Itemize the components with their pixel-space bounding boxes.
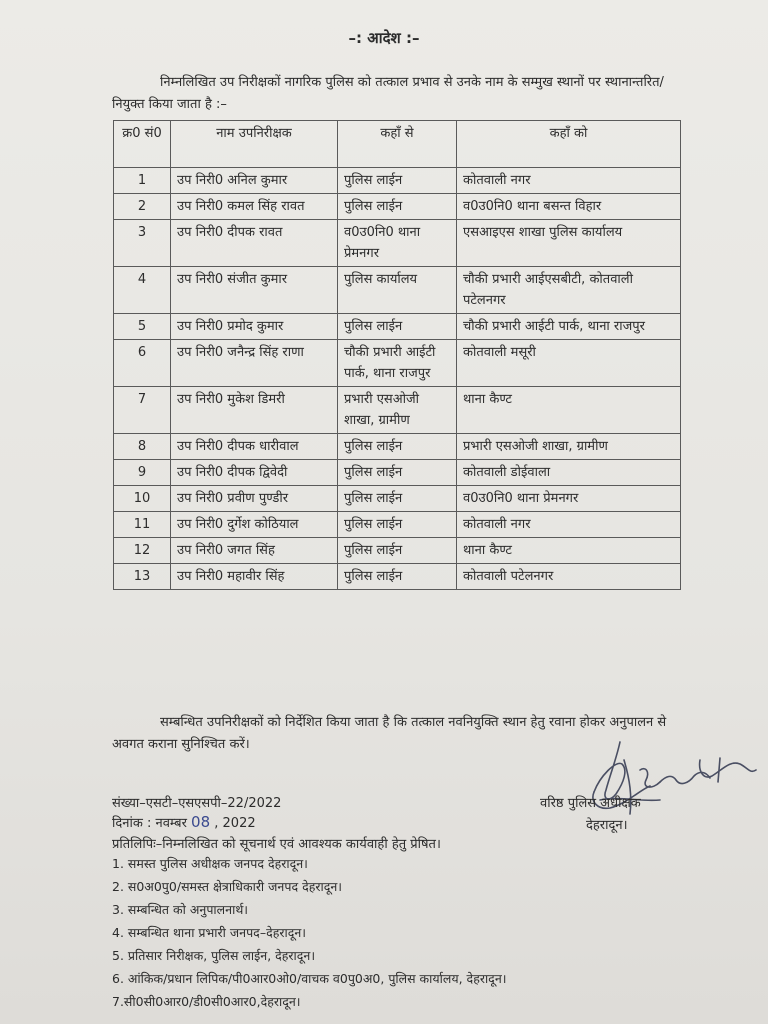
header-to: कहाँ को (457, 121, 681, 168)
cell-from: पुलिस लाईन (338, 512, 457, 538)
cell-to: थाना कैण्ट (457, 538, 681, 564)
table-row (114, 220, 681, 267)
cell-to: कोतवाली पटेलनगर (457, 564, 681, 590)
table-row (114, 434, 681, 460)
cell-to: कोतवाली नगर (457, 512, 681, 538)
cell-from: चौकी प्रभारी आईटी पार्क, थाना राजपुर (338, 340, 457, 387)
cell-name: उप निरी0 जनैन्द्र सिंह राणा (171, 340, 338, 387)
cell-name: उप निरी0 महावीर सिंह (171, 564, 338, 590)
header-name: नाम उपनिरीक्षक (171, 121, 338, 168)
cell-from: पुलिस कार्यालय (338, 267, 457, 314)
copy-list-item: 1. समस्त पुलिस अधीक्षक जनपद देहरादून। (112, 856, 308, 871)
table-row (114, 486, 681, 512)
cell-from: पुलिस लाईन (338, 564, 457, 590)
date-year: , 2022 (214, 816, 256, 831)
cell-serial: 1 (114, 168, 171, 194)
copy-list-item: 4. सम्बन्धित थाना प्रभारी जनपद–देहरादून। (112, 925, 307, 940)
date-prefix: दिनांक : नवम्बर (112, 816, 187, 831)
cell-name: उप निरी0 दीपक धारीवाल (171, 434, 338, 460)
cell-name: उप निरी0 कमल सिंह रावत (171, 194, 338, 220)
table-row (114, 538, 681, 564)
cell-serial: 6 (114, 340, 171, 387)
header-from: कहाँ से (338, 121, 457, 168)
cell-from: पुलिस लाईन (338, 538, 457, 564)
cell-to: चौकी प्रभारी आईएसबीटी, कोतवाली पटेलनगर (457, 267, 681, 314)
cell-to: व0उ0नि0 थाना प्रेमनगर (457, 486, 681, 512)
table-row (114, 168, 681, 194)
copy-list-item: 2. स0अ0पु0/समस्त क्षेत्राधिकारी जनपद देहरादून। (112, 879, 343, 894)
cell-name: उप निरी0 दुर्गेश कोठियाल (171, 512, 338, 538)
cell-serial: 9 (114, 460, 171, 486)
cell-to: प्रभारी एसओजी शाखा, ग्रामीण (457, 434, 681, 460)
cell-to: थाना कैण्ट (457, 387, 681, 434)
cell-from: पुलिस लाईन (338, 168, 457, 194)
cell-name: उप निरी0 संजीत कुमार (171, 267, 338, 314)
cell-from: पुलिस लाईन (338, 194, 457, 220)
cell-to: कोतवाली मसूरी (457, 340, 681, 387)
cell-name: उप निरी0 प्रवीण पुण्डीर (171, 486, 338, 512)
copy-list-item: 5. प्रतिसार निरीक्षक, पुलिस लाईन, देहरादून। (112, 948, 316, 963)
date-line (112, 813, 256, 831)
table-row (114, 564, 681, 590)
cell-serial: 2 (114, 194, 171, 220)
cell-serial: 10 (114, 486, 171, 512)
copy-heading: प्रतिलिपिः–निम्नलिखित को सूचनार्थ एवं आवश्यक कार्यवाही हेतु प्रेषित। (112, 837, 441, 852)
table-header-row (114, 121, 681, 168)
cell-from: प्रभारी एसओजी शाखा, ग्रामीण (338, 387, 457, 434)
cell-to: कोतवाली नगर (457, 168, 681, 194)
cell-serial: 8 (114, 434, 171, 460)
table-row (114, 512, 681, 538)
table-row (114, 267, 681, 314)
cell-name: उप निरी0 दीपक द्विवेदी (171, 460, 338, 486)
cell-to: एसआइएस शाखा पुलिस कार्यालय (457, 220, 681, 267)
cell-name: उप निरी0 मुकेश डिमरी (171, 387, 338, 434)
table-row (114, 314, 681, 340)
closing-paragraph: सम्बन्धित उपनिरीक्षकों को निर्देशित किया जाता है कि तत्काल नवनियुक्ति स्थान हेतु रवाना होकर अनुपालन से अवगत कराना सुनिश्चित करें। (112, 715, 667, 752)
table-row (114, 340, 681, 387)
reference-number: संख्या–एसटी–एसएसपी–22/2022 (112, 796, 282, 811)
copy-list-item: 3. सम्बन्धित को अनुपालनार्थ। (112, 902, 249, 917)
cell-serial: 7 (114, 387, 171, 434)
copy-list-item: 6. आंकिक/प्रधान लिपिक/पी0आर0ओ0/वाचक व0पु0अ0, पुलिस कार्यालय, देहरादून। (112, 971, 507, 986)
cell-from: व0उ0नि0 थाना प्रेमनगर (338, 220, 457, 267)
copy-list-item: 7.सी0सी0आर0/डी0सी0आर0,देहरादून। (112, 994, 301, 1009)
date-day-handwritten: 08 (191, 813, 211, 831)
cell-name: उप निरी0 प्रमोद कुमार (171, 314, 338, 340)
table-row (114, 387, 681, 434)
table-row (114, 194, 681, 220)
cell-to: व0उ0नि0 थाना बसन्त विहार (457, 194, 681, 220)
cell-name: उप निरी0 जगत सिंह (171, 538, 338, 564)
cell-serial: 12 (114, 538, 171, 564)
cell-serial: 13 (114, 564, 171, 590)
table-body (114, 168, 681, 590)
intro-paragraph: निम्नलिखित उप निरीक्षकों नागरिक पुलिस को तत्काल प्रभाव से उनके नाम के सम्मुख स्थानों पर स्थानान्तरित/नियुक्त किया जाता है :– (112, 75, 664, 112)
cell-from: पुलिस लाईन (338, 460, 457, 486)
cell-name: उप निरी0 दीपक रावत (171, 220, 338, 267)
cell-from: पुलिस लाईन (338, 434, 457, 460)
cell-serial: 5 (114, 314, 171, 340)
cell-to: चौकी प्रभारी आईटी पार्क, थाना राजपुर (457, 314, 681, 340)
cell-serial: 3 (114, 220, 171, 267)
cell-from: पुलिस लाईन (338, 486, 457, 512)
table-row (114, 460, 681, 486)
transfer-table (113, 120, 681, 590)
cell-serial: 11 (114, 512, 171, 538)
header-serial: क्र0 सं0 (114, 121, 171, 168)
cell-from: पुलिस लाईन (338, 314, 457, 340)
cell-name: उप निरी0 अनिल कुमार (171, 168, 338, 194)
signatory-title: वरिष्ठ पुलिस अधीक्षक (540, 796, 641, 811)
cell-to: कोतवाली डोईवाला (457, 460, 681, 486)
copy-list (112, 852, 712, 1013)
order-heading: –: आदेश :– (348, 29, 420, 47)
cell-serial: 4 (114, 267, 171, 314)
signatory-place: देहरादून। (586, 818, 628, 833)
